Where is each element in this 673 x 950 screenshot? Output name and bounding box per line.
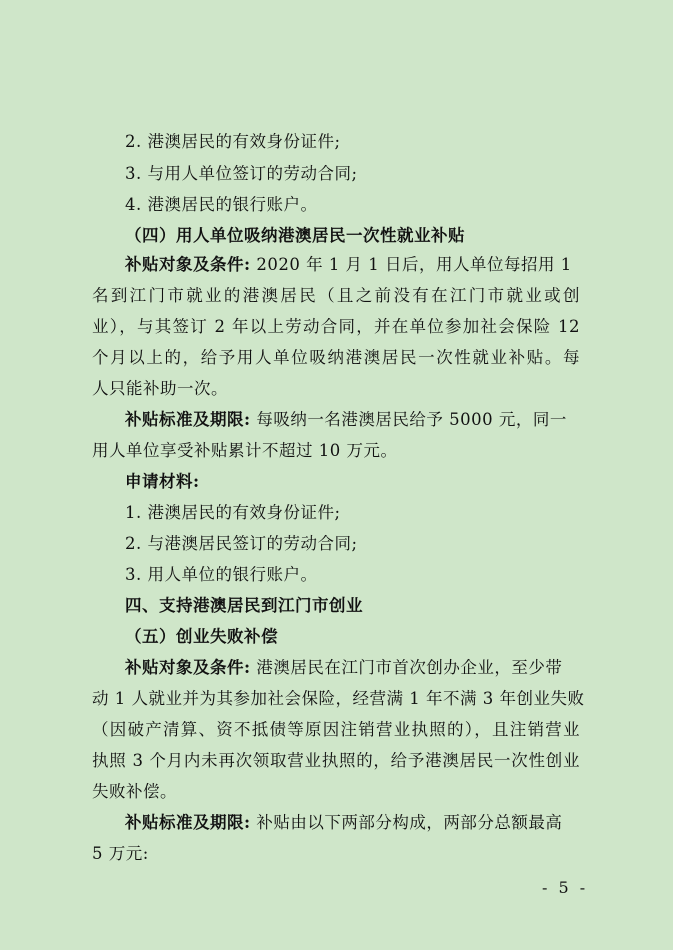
materials-list-item: 2. 港澳居民的有效身份证件; xyxy=(125,132,341,151)
paragraph-line: 用人单位享受补贴累计不超过 10 万元。 xyxy=(92,441,398,460)
paragraph-line: 执照 3 个月内未再次领取营业执照的，给予港澳居民一次性创业 xyxy=(92,751,580,770)
paragraph-line: 失败补偿。 xyxy=(92,782,177,801)
paragraph-line: 名到江门市就业的港澳居民（且之前没有在江门市就业或创 xyxy=(92,286,580,305)
paragraph-text: 港澳居民在江门市首次创办企业，至少带 xyxy=(250,658,563,677)
paragraph-text: 2020 年 1 月 1 日后，用人单位每招用 1 xyxy=(250,255,572,274)
materials-list-item: 3. 用人单位的银行账户。 xyxy=(125,565,318,584)
paragraph-line xyxy=(125,257,572,274)
paragraph-line: 人只能补助一次。 xyxy=(92,379,228,398)
paragraph-line xyxy=(125,815,562,832)
paragraph-label: 补贴对象及条件: xyxy=(125,255,251,274)
paragraph-text: 补贴由以下两部分构成，两部分总额最高 xyxy=(250,813,563,832)
materials-list-item: 3. 与用人单位签订的劳动合同; xyxy=(125,164,358,183)
paragraph-line: 5 万元: xyxy=(92,844,149,863)
section-heading-4: 四、支持港澳居民到江门市创业 xyxy=(125,596,363,615)
paragraph-line xyxy=(125,412,567,429)
page-number: - 5 - xyxy=(542,878,589,897)
paragraph-text: 每吸纳一名港澳居民给予 5000 元，同一 xyxy=(250,410,567,429)
paragraph-line: （因破产清算、资不抵债等原因注销营业执照的），且注销营业 xyxy=(92,720,580,739)
paragraph-label: 补贴对象及条件: xyxy=(125,658,251,677)
materials-list-item: 1. 港澳居民的有效身份证件; xyxy=(125,503,341,522)
materials-list-item: 2. 与港澳居民签订的劳动合同; xyxy=(125,534,358,553)
paragraph-line: 动 1 人就业并为其参加社会保险，经营满 1 年不满 3 年创业失败 xyxy=(92,689,585,708)
section-heading-subsidy-5: （五）创业失败补偿 xyxy=(125,627,278,646)
section-heading-subsidy-4: （四）用人单位吸纳港澳居民一次性就业补贴 xyxy=(125,226,465,245)
paragraph-line: 业），与其签订 2 年以上劳动合同，并在单位参加社会保险 12 xyxy=(92,317,580,336)
paragraph-label: 补贴标准及期限: xyxy=(125,813,251,832)
materials-heading: 申请材料: xyxy=(125,472,200,491)
paragraph-line xyxy=(125,660,562,677)
materials-list-item: 4. 港澳居民的银行账户。 xyxy=(125,195,318,214)
paragraph-line: 个月以上的，给予用人单位吸纳港澳居民一次性就业补贴。每 xyxy=(92,348,580,367)
paragraph-label: 补贴标准及期限: xyxy=(125,410,251,429)
